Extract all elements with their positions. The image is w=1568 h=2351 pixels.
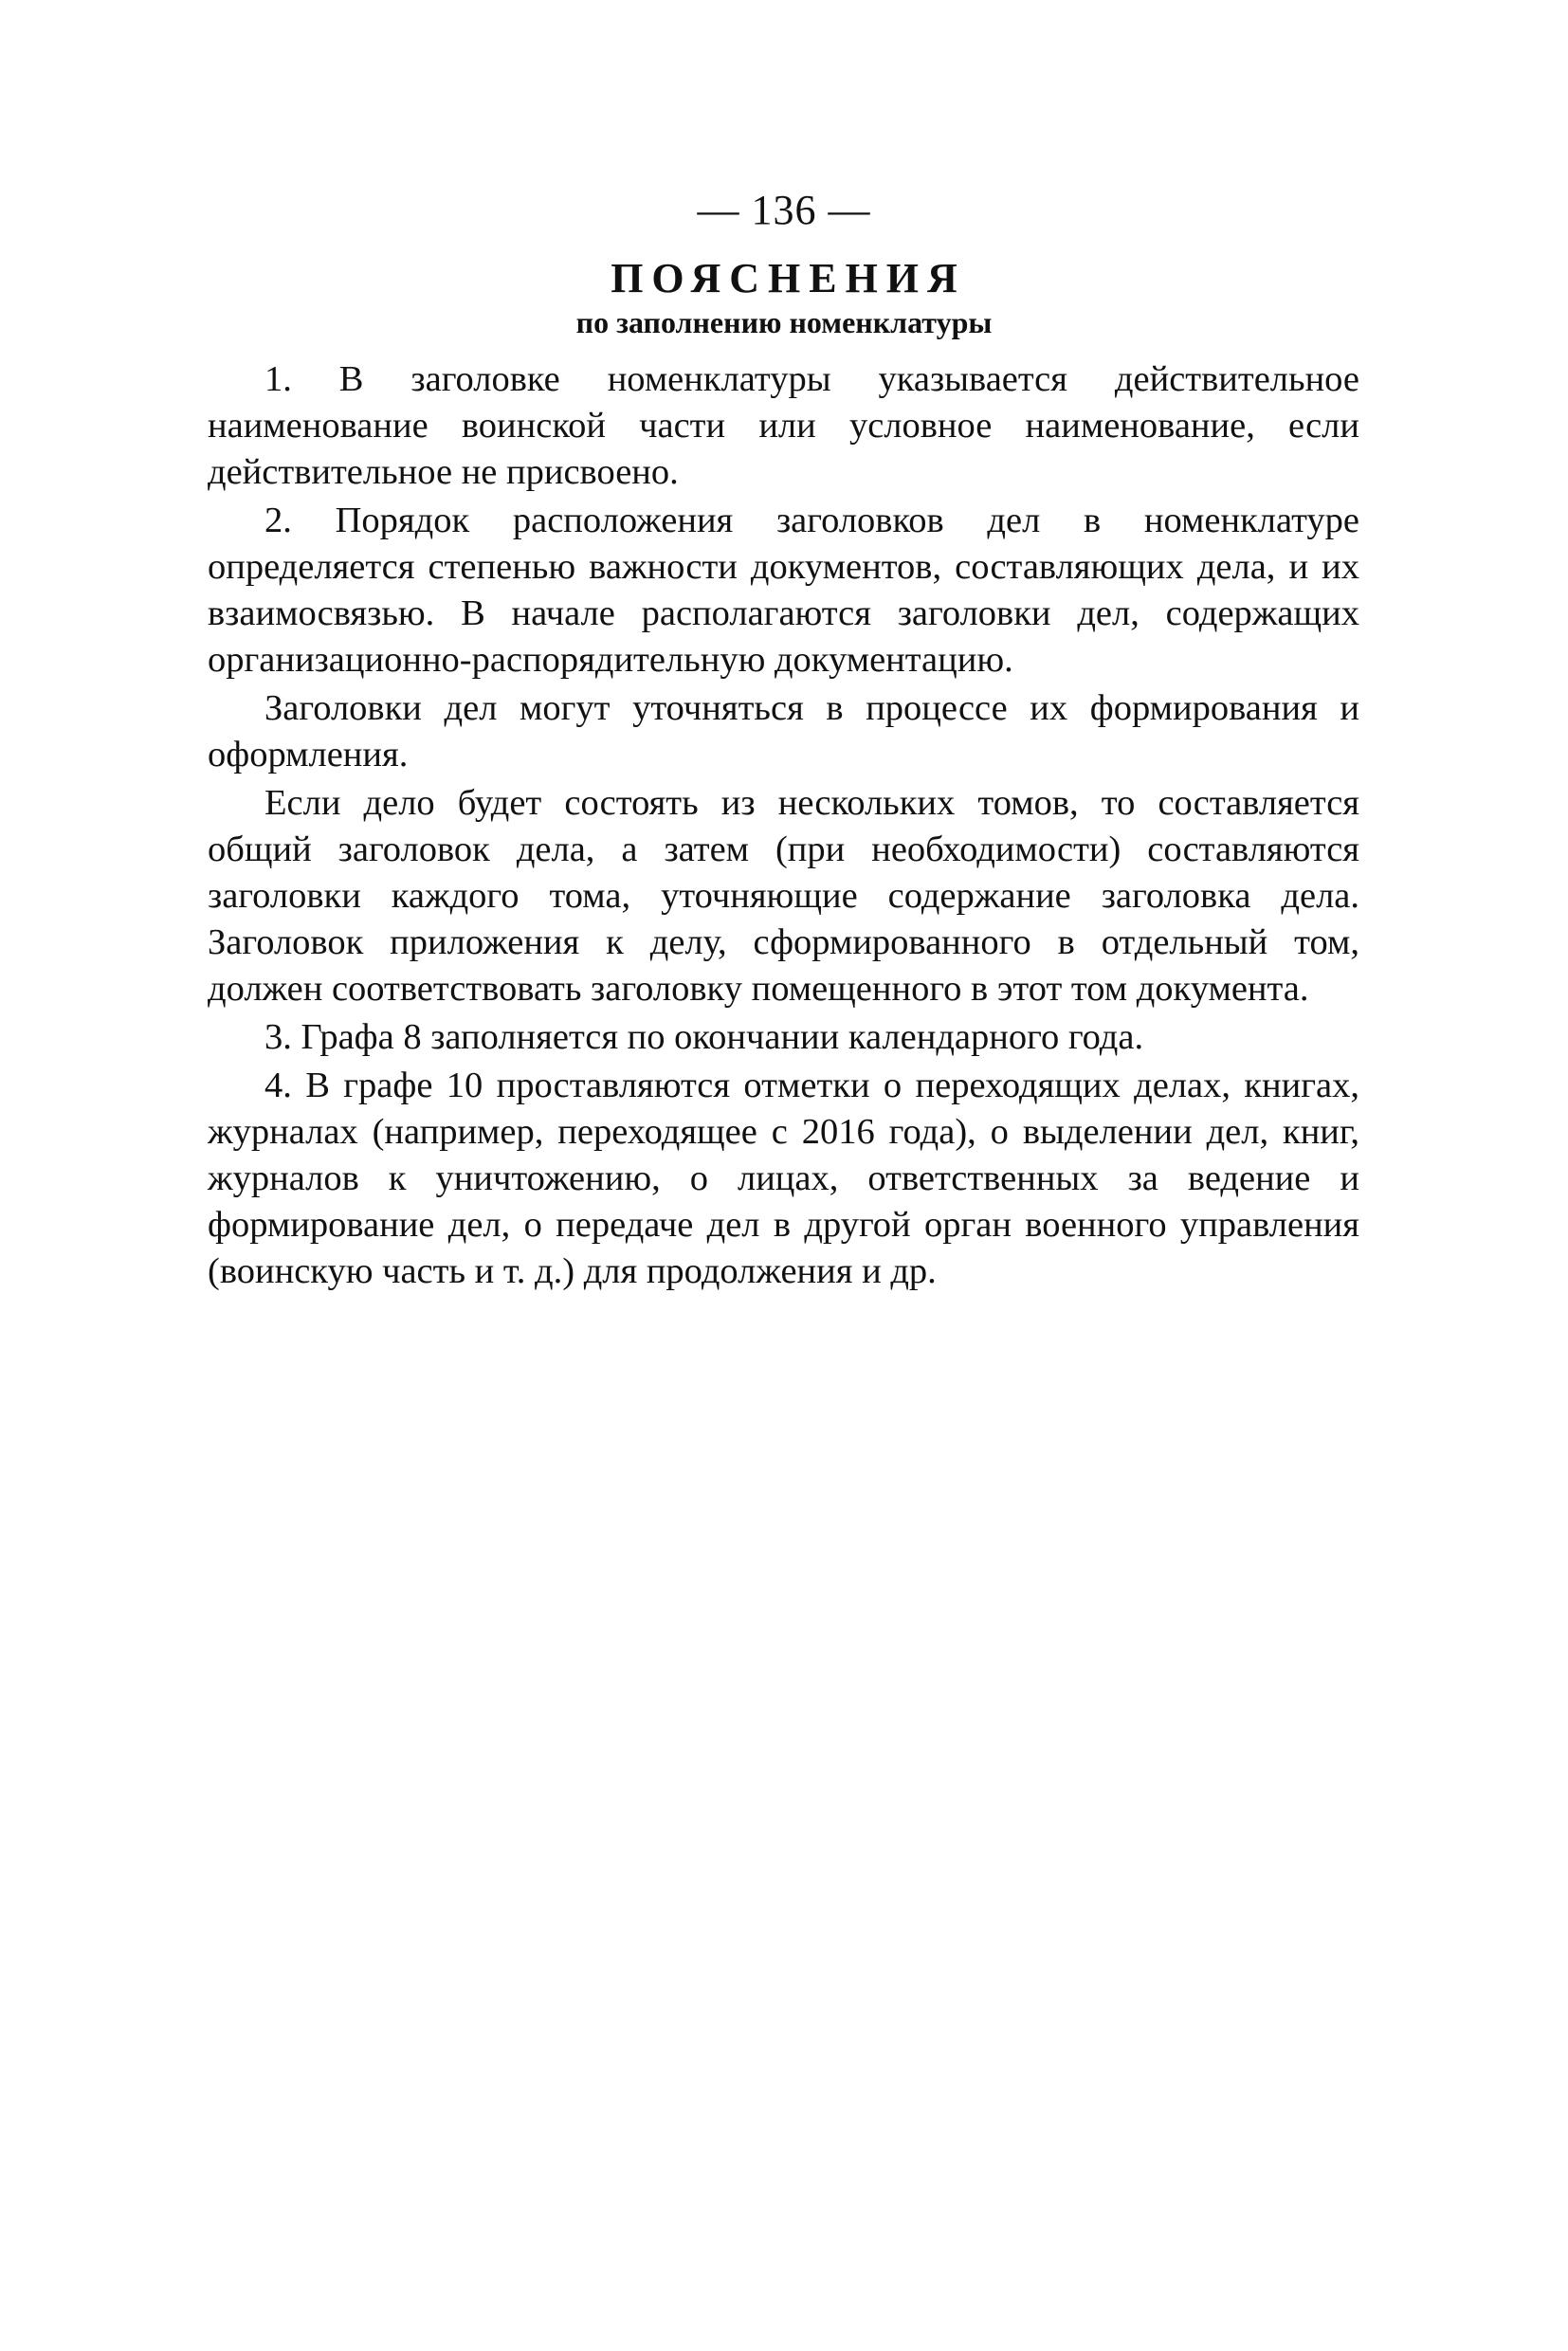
body-text [208,356,1359,1297]
paragraph-item-4: 4. В графе 10 проставляются отметки о переходящих делах, книгах, журналах (например, переходящее с 2016 года), о выделении дел, книг, журналов к уничтожению, о лицах, ответственных за ведение и формирование дел, о передаче дел в другой орган военного управления (воинскую часть и т. д.) для продолжения и др. [208,1066,1359,1291]
page-title: ПОЯСНЕНИЯ [611,255,966,301]
paragraph-item-1: 1. В заголовке номенклатуры указывается действительное наименование воинской части или условное наименование, если действительное не присвоено. [208,359,1359,492]
paragraph-multi-volume: Если дело будет состоять из нескольких томов, то составляется общий заголовок дела, а затем (при необходимости) составляются заголовки каждого тома, уточняющие содержание заголовка дела. Заголовок приложения к делу, сформированного в отдельный том, должен соответствовать заголовку помещенного в этот том документа. [208,783,1359,1009]
paragraph-headings-refine: Заголовки дел могут уточняться в процессе их формирования и оформления. [208,688,1359,775]
page-number: — 136 — [697,187,871,233]
paragraph-item-3: 3. Графа 8 заполняется по окончании календарного года. [264,1017,1144,1057]
paragraph-item-2: 2. Порядок расположения заголовков дел в номенклатуре определяется степенью важности документов, составляющих дела, и их взаимосвязью. В начале располагаются заголовки дел, содержащих организационно-распорядительную документацию. [208,501,1359,680]
page-subtitle: по заполнению номенклатуры [575,305,993,339]
